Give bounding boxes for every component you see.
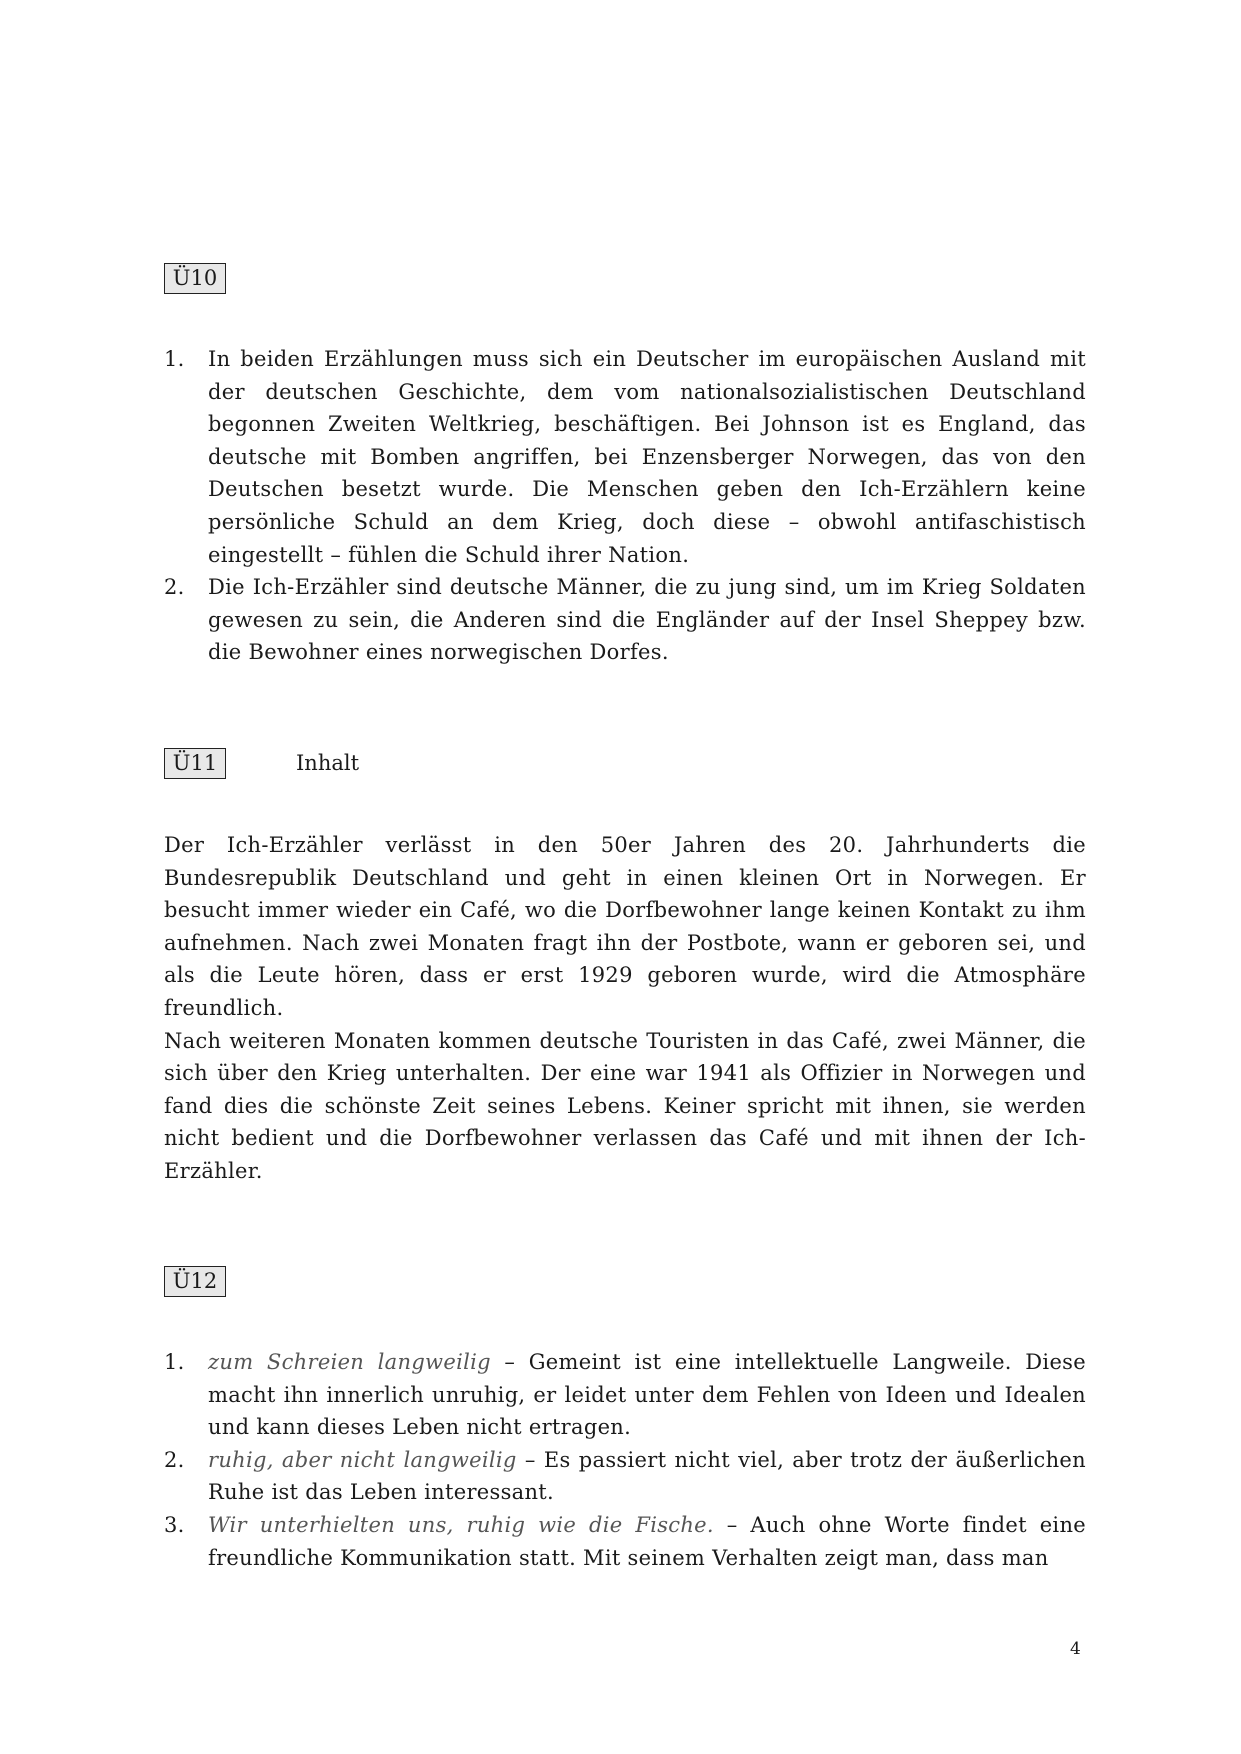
page-number: 4: [1070, 1639, 1081, 1659]
section-tag-u12: Ü12: [164, 1266, 226, 1297]
list-quote: ruhig, aber nicht langweilig: [208, 1447, 517, 1472]
list-number: 3.: [164, 1512, 185, 1537]
section-tag-u11: Ü11: [164, 748, 226, 779]
list-item: [164, 1509, 1086, 1574]
section-tag-u10: Ü10: [164, 263, 226, 294]
u11-body: [164, 829, 1086, 1188]
paragraph: Nach weiteren Monaten kommen deutsche Touristen in das Café, zwei Männer, die sich über den Krieg unterhalten. Der eine war 1941 als Offizier in Norwegen und fand dies die schönste Zeit seines Lebens. Keiner spricht mit ihnen, sie werden nicht bedient und die Dorfbewohner verlassen das Café und mit ihnen der Ich-Erzähler.: [164, 1028, 1086, 1183]
list-item: [164, 343, 1086, 571]
list-number: 1.: [164, 1350, 185, 1374]
list-quote: Wir unterhielten uns, ruhig wie die Fische.: [208, 1512, 714, 1537]
section-title-u11: Inhalt: [296, 751, 360, 775]
list-number: 1.: [164, 347, 185, 371]
list-text: In beiden Erzählungen muss sich ein Deutscher im europäischen Ausland mit der deutschen Geschichte, dem vom nationalsozialistischen Deutschland begonnen Zweiten Weltkrieg, beschäftigen. Bei Johnson ist es England, das deutsche mit Bomben angriffen, bei Enzensberger Norwegen, das von den Deutschen besetzt wurde. Die Menschen geben den Ich-Erzählern keine persönliche Schuld an dem Krieg, doch diese – obwohl antifaschistisch eingestellt – fühlen die Schuld ihrer Nation.: [208, 347, 1086, 567]
u12-list: [164, 1346, 1086, 1574]
u10-list: [164, 343, 1086, 669]
list-text: Die Ich-Erzähler sind deutsche Männer, die zu jung sind, um im Krieg Soldaten gewesen zu sein, die Anderen sind die Engländer auf der Insel Sheppey bzw. die Bewohner eines norwegischen Dorfes.: [208, 575, 1086, 665]
list-number: 2.: [164, 575, 185, 600]
list-item: [164, 1346, 1086, 1444]
list-text: – Auch ohne Worte findet eine freundliche Kommunikation statt. Mit seinem Verhalten zeigt man, dass man: [208, 1512, 1086, 1570]
list-item: [164, 1444, 1086, 1509]
paragraph: Der Ich-Erzähler verlässt in den 50er Jahren des 20. Jahrhunderts die Bundesrepublik Deutschland und geht in einen kleinen Ort in Norwegen. Er besucht immer wieder ein Café, wo die Dorfbewohner lange keinen Kontakt zu ihm aufnehmen. Nach zwei Monaten fragt ihn der Postbote, wann er geboren sei, und als die Leute hören, dass er erst 1929 geboren wurde, wird die Atmosphäre freundlich.: [164, 833, 1086, 1020]
list-number: 2.: [164, 1447, 185, 1472]
list-quote: zum Schreien langweilig: [208, 1350, 491, 1374]
list-item: [164, 571, 1086, 669]
list-text: – Gemeint ist eine intellektuelle Langweile. Diese macht ihn innerlich unruhig, er leidet unter dem Fehlen von Ideen und Idealen und kann dieses Leben nicht ertragen.: [208, 1350, 1086, 1440]
list-text: – Es passiert nicht viel, aber trotz der äußerlichen Ruhe ist das Leben interessant.: [208, 1447, 1086, 1505]
